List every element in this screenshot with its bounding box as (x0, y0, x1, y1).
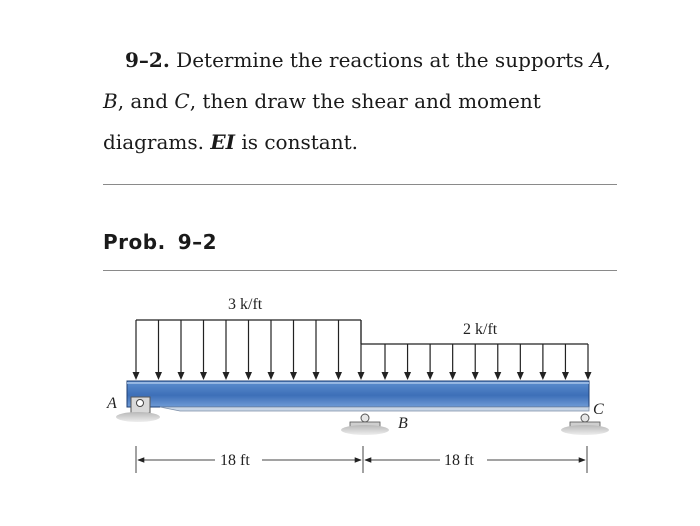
problem-text-5: is constant. (241, 130, 358, 154)
load-arrow-left-head (155, 372, 162, 380)
load-arrow-right-head (517, 372, 524, 380)
load-arrow-right-head (449, 372, 456, 380)
problem-number: 9–2. (125, 48, 170, 72)
figure-label-text: Prob. (103, 230, 166, 254)
beam-underside (160, 407, 589, 411)
load-arrow-left-head (290, 372, 297, 380)
beam (127, 381, 589, 411)
support-c-ref: C (174, 89, 190, 113)
problem-line-1: 9–2. Determine the reactions at the supports A, (103, 40, 633, 81)
ground-a (116, 412, 160, 422)
span-left-label: 18 ft (220, 452, 250, 469)
ground-b (341, 425, 389, 435)
load-arrow-left-head (178, 372, 185, 380)
figure-label-number: 9–2 (177, 230, 218, 254)
load-arrow-right-head (562, 372, 569, 380)
load-arrow-left-head (200, 372, 207, 380)
support-c-label: C (593, 401, 604, 418)
support-a-label: A (107, 395, 117, 412)
roller-icon-c (581, 414, 589, 422)
load-arrow-right-head (472, 372, 479, 380)
load-arrow-left-head (223, 372, 230, 380)
support-a-ref: A (589, 48, 605, 72)
distributed-load-left (133, 320, 365, 380)
support-b-ref: B (103, 89, 118, 113)
load-arrow-left-head (358, 372, 365, 380)
load-arrow-left-head (268, 372, 275, 380)
ei-term: EI (210, 130, 235, 154)
dimension-lines (136, 446, 587, 473)
load-arrow-right-head (585, 372, 592, 380)
load-arrow-right-head (427, 372, 434, 380)
roller-icon (361, 414, 369, 422)
ground-c (561, 425, 609, 435)
load-arrow-right-head (494, 372, 501, 380)
load-arrow-left-head (133, 372, 140, 380)
load-left-label: 3 k/ft (228, 296, 263, 313)
load-right-label: 2 k/ft (463, 321, 498, 338)
support-b-roller (341, 414, 389, 435)
beam-body (127, 381, 589, 407)
load-arrow-right-head (382, 372, 389, 380)
load-arrow-left-head (313, 372, 320, 380)
span-right-label: 18 ft (444, 452, 474, 469)
pin-icon (137, 400, 144, 407)
problem-text-3: , then draw the shear and moment (189, 89, 541, 113)
support-b-label: B (398, 415, 408, 432)
load-arrow-right-head (404, 372, 411, 380)
load-arrow-left-head (245, 372, 252, 380)
load-arrow-left-head (335, 372, 342, 380)
problem-text-4: diagrams. (103, 130, 204, 154)
load-arrow-right-head (539, 372, 546, 380)
problem-text-2: , and (117, 89, 169, 113)
problem-text-1: Determine the reactions at the supports (176, 48, 584, 72)
